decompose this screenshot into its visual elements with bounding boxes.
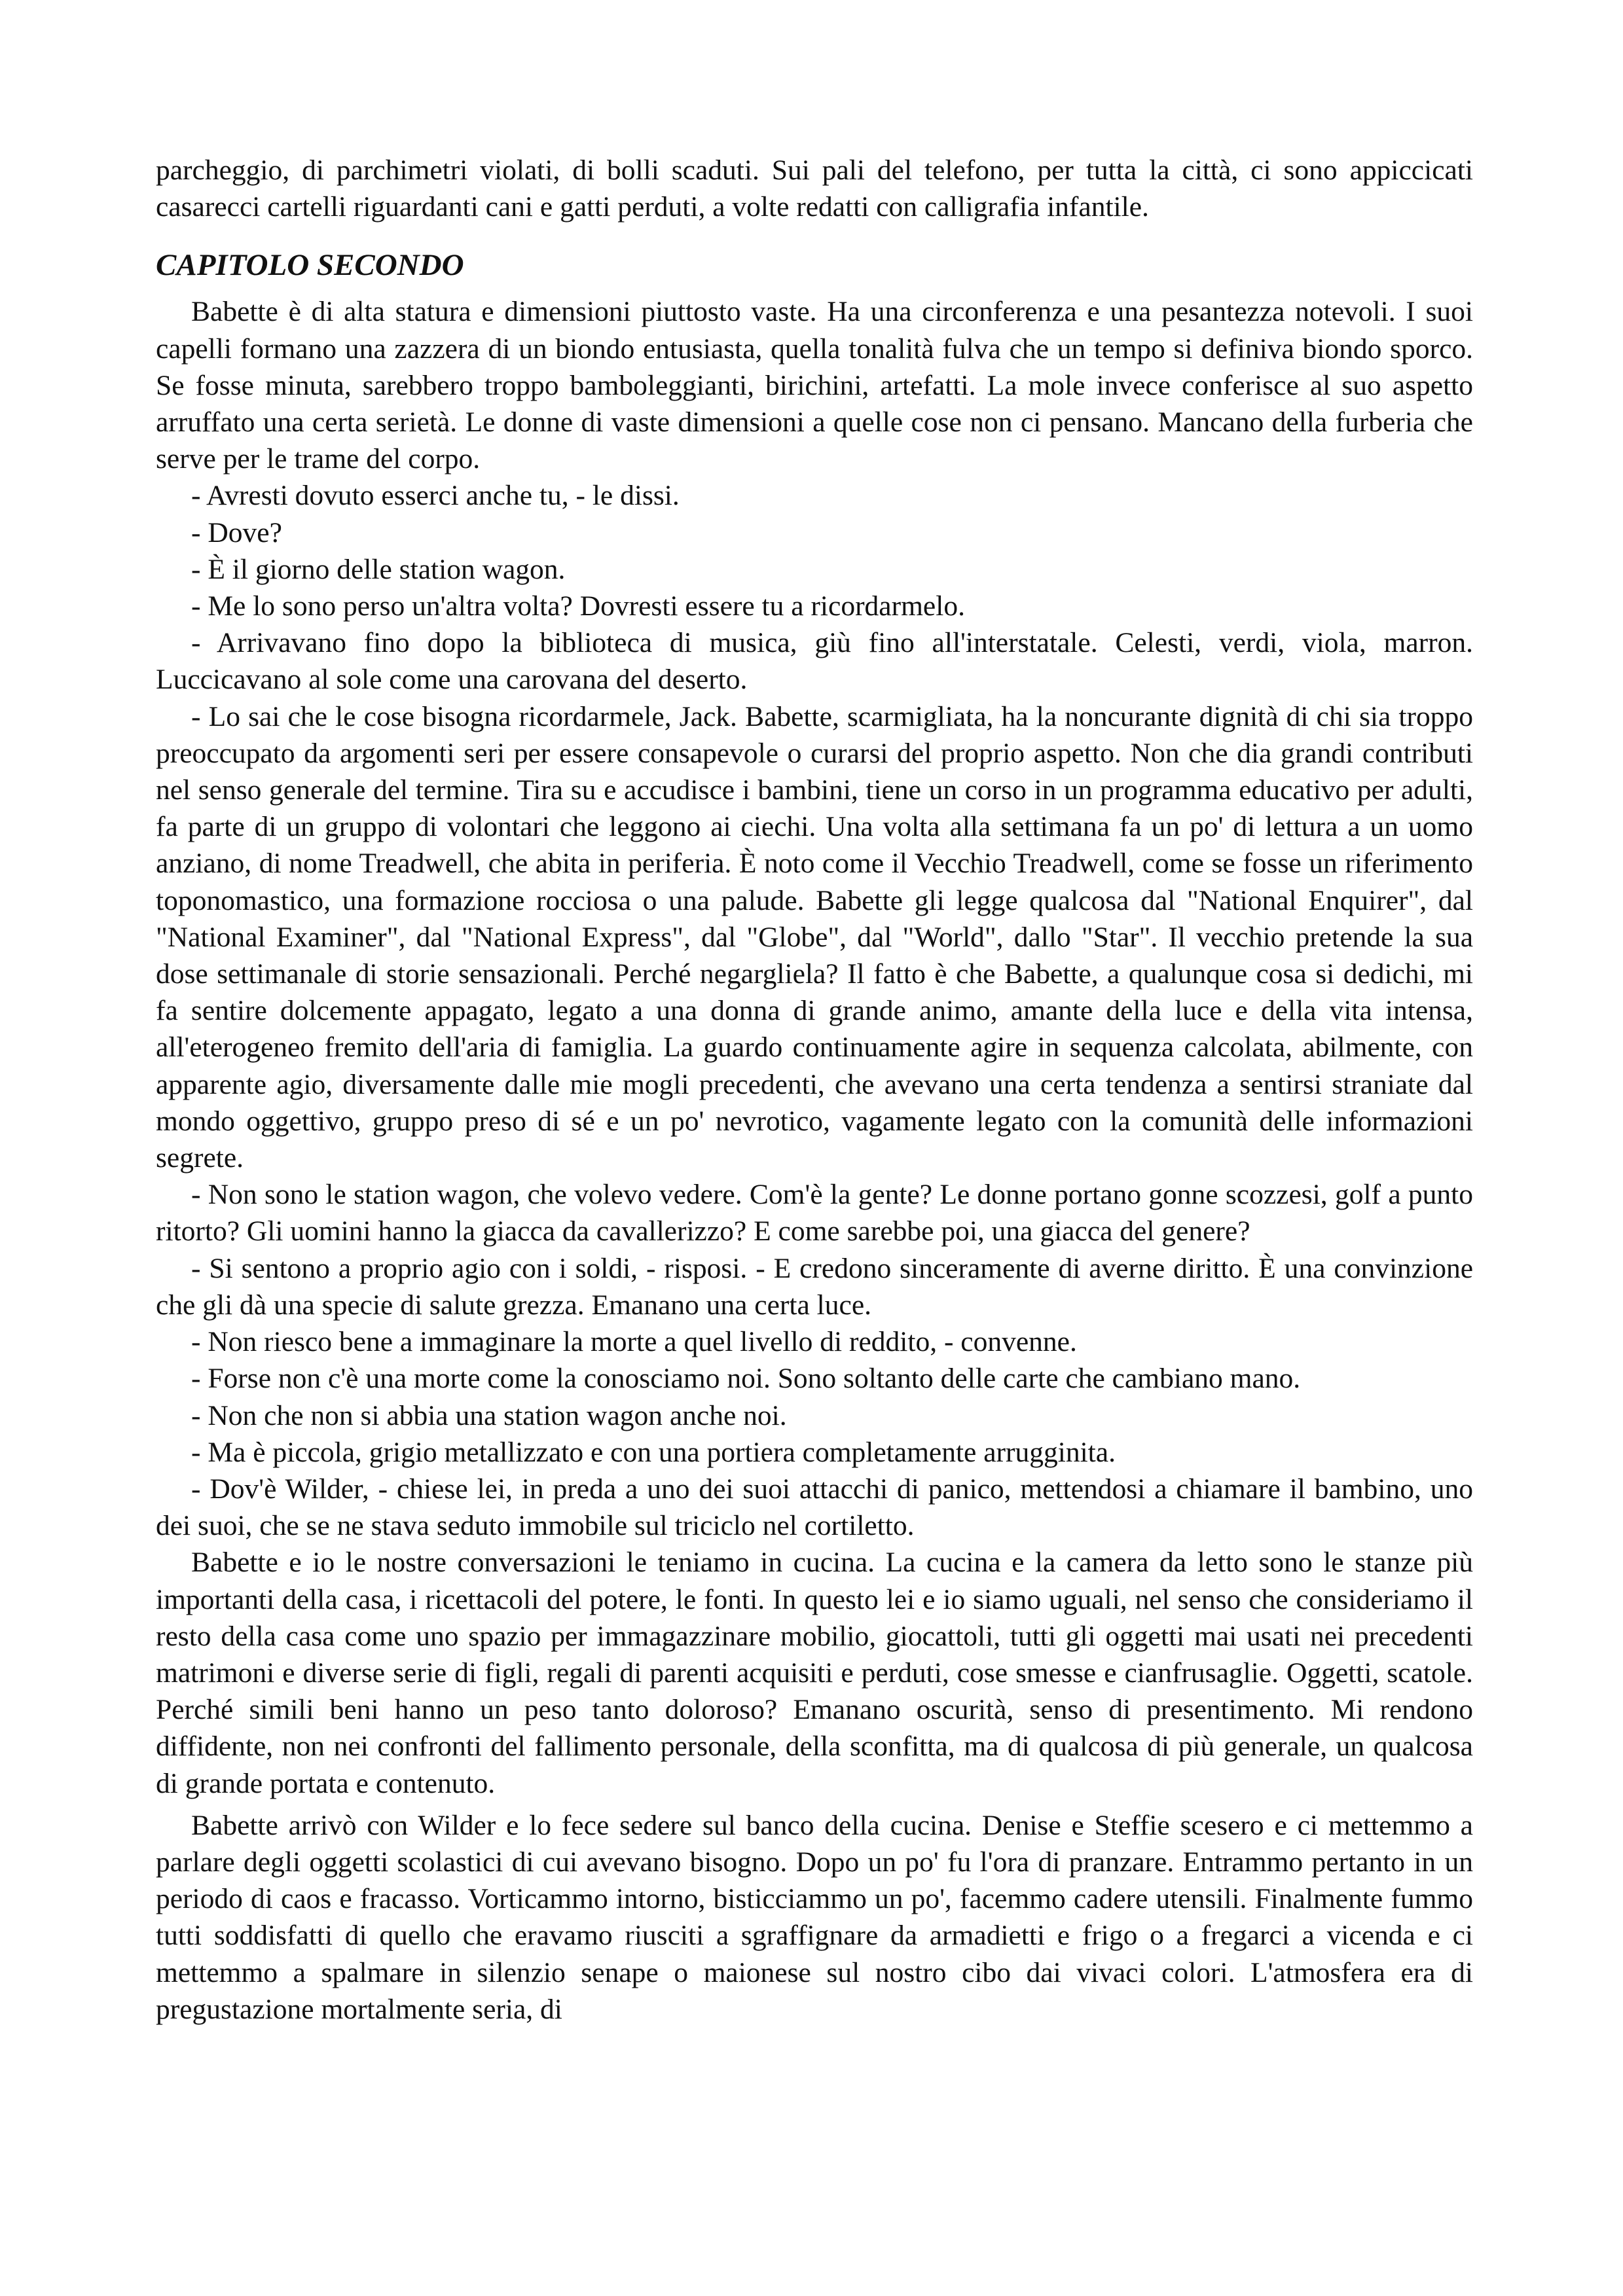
paragraph-carryover: parcheggio, di parchimetri violati, di bolli scaduti. Sui pali del telefono, per tutta la città, ci sono appiccicati casarecci cartelli riguardanti cani e gatti perduti, a volte redatti con calligrafia infantile. (156, 154, 1473, 223)
dialogue-line: - Ma è piccola, grigio metallizzato e con una portiera completamente arrugginita. (191, 1436, 1116, 1468)
dialogue-line: - Avresti dovuto esserci anche tu, - le dissi. (191, 480, 680, 512)
dialogue-line: - Non riesco bene a immaginare la morte a quel livello di reddito, - convenne. (191, 1326, 1077, 1358)
dialogue-line: - Forse non c'è una morte come la conosciamo noi. Sono soltanto delle carte che cambiano mano. (191, 1363, 1301, 1395)
paragraph-lunch: Babette arrivò con Wilder e lo fece sedere sul banco della cucina. Denise e Steffie scesero e ci mettemmo a parlare degli oggetti scolastici di cui avevano bisogno. Dopo un po' fu l'ora di pranzare. Entrammo pertanto in un periodo di caos e fracasso. Vorticammo intorno, bisticciammo un po', facemmo cadere utensili. Finalmente fummo tutti soddisfatti di quello che eravamo riusciti a sgraffignare da armadietti e frigo o a fregarci a vicenda e ci mettemmo a spalmare in silenzio senape o maionese sul nostro cibo dai vivaci colori. L'atmosfera era di pregustazione mortalmente seria, di (156, 1809, 1473, 2025)
dialogue-line: - Si sentono a proprio agio con i soldi, - risposi. - E credono sinceramente di averne diritto. È una convinzione che gli dà una specie di salute grezza. Emanano una certa luce. (156, 1252, 1473, 1321)
dialogue-line: - Arrivavano fino dopo la biblioteca di musica, giù fino all'interstatale. Celesti, verdi, viola, marron. Luccicavano al sole come una carovana del deserto. (156, 627, 1473, 696)
dialogue-line: - Me lo sono perso un'altra volta? Dovresti essere tu a ricordarmelo. (191, 590, 965, 622)
paragraph-babette-description: Babette è di alta statura e dimensioni piuttosto vaste. Ha una circonferenza e una pesantezza notevoli. I suoi capelli formano una zazzera di un biondo entusiasta, quella tonalità fulva che un tempo si definiva biondo sporco. Se fosse minuta, sarebbero troppo bamboleggianti, birichini, artefatti. La mole invece conferisce al suo aspetto arruffato una certa serietà. Le donne di vaste dimensioni a quelle cose non ci pensano. Mancano della furberia che serve per le trame del corpo. (156, 296, 1473, 475)
dialogue-line: - È il giorno delle station wagon. (191, 553, 566, 585)
dialogue-line: - Dove? (191, 516, 282, 548)
paragraph-kitchen: Babette e io le nostre conversazioni le teniamo in cucina. La cucina e la camera da letto sono le stanze più importanti della casa, i ricettacoli del potere, le fonti. In questo lei e io siamo uguali, nel senso che consideriamo il resto della casa come uno spazio per immagazzinare mobilio, giocattoli, tutti gli oggetti mai usati nei precedenti matrimoni e diverse serie di figli, regali di parenti acquisiti e perduti, cose smesse e cianfrusaglie. Oggetti, scatole. Perché simili beni hanno un peso tanto doloroso? Emanano oscurità, senso di presentimento. Mi rendono diffidente, non nei confronti del fallimento personale, della sconfitta, ma di qualcosa di più generale, un qualcosa di grande portata e contenuto. (156, 1547, 1473, 1799)
dialogue-line: - Dov'è Wilder, - chiese lei, in preda a uno dei suoi attacchi di panico, mettendosi a chiamare il bambino, uno dei suoi, che se ne stava seduto immobile sul triciclo nel cortiletto. (156, 1473, 1473, 1542)
document-page (156, 152, 1473, 2028)
chapter-heading: CAPITOLO SECONDO (156, 248, 464, 283)
dialogue-line: - Non che non si abbia una station wagon anche noi. (191, 1399, 787, 1431)
dialogue-line: - Non sono le station wagon, che volevo vedere. Com'è la gente? Le donne portano gonne scozzesi, golf a punto ritorto? Gli uomini hanno la giacca da cavallerizzo? E come sarebbe poi, una giacca del genere? (156, 1179, 1473, 1247)
paragraph-babette-dignity: - Lo sai che le cose bisogna ricordarmele, Jack. Babette, scarmigliata, ha la noncurante dignità di chi sia troppo preoccupato da argomenti seri per essere consapevole o curarsi del proprio aspetto. Non che dia grandi contributi nel senso generale del termine. Tira su e accudisce i bambini, tiene un corso in un programma educativo per adulti, fa parte di un gruppo di volontari che leggono ai ciechi. Una volta alla settimana fa un po' di lettura a un uomo anziano, di nome Treadwell, che abita in periferia. È noto come il Vecchio Treadwell, come se fosse un riferimento toponomastico, una formazione rocciosa o una palude. Babette gli legge qualcosa dal "National Enquirer", dal "National Examiner", dal "National Express", dal "Globe", dal "World", dallo "Star". Il vecchio pretende la sua dose settimanale di storie sensazionali. Perché negargliela? Il fatto è che Babette, a qualunque cosa si dedichi, mi fa sentire dolcemente appagato, legato a una donna di grande animo, amante della luce e della vita intensa, all'eterogeneo fremito dell'aria di famiglia. La guardo continuamente agire in sequenza calcolata, abilmente, con apparente agio, diversamente dalle mie mogli precedenti, che avevano una certa tendenza a sentirsi straniate dal mondo oggettivo, gruppo preso di sé e un po' nevrotico, vagamente legato con la comunità delle informazioni segrete. (156, 700, 1473, 1174)
